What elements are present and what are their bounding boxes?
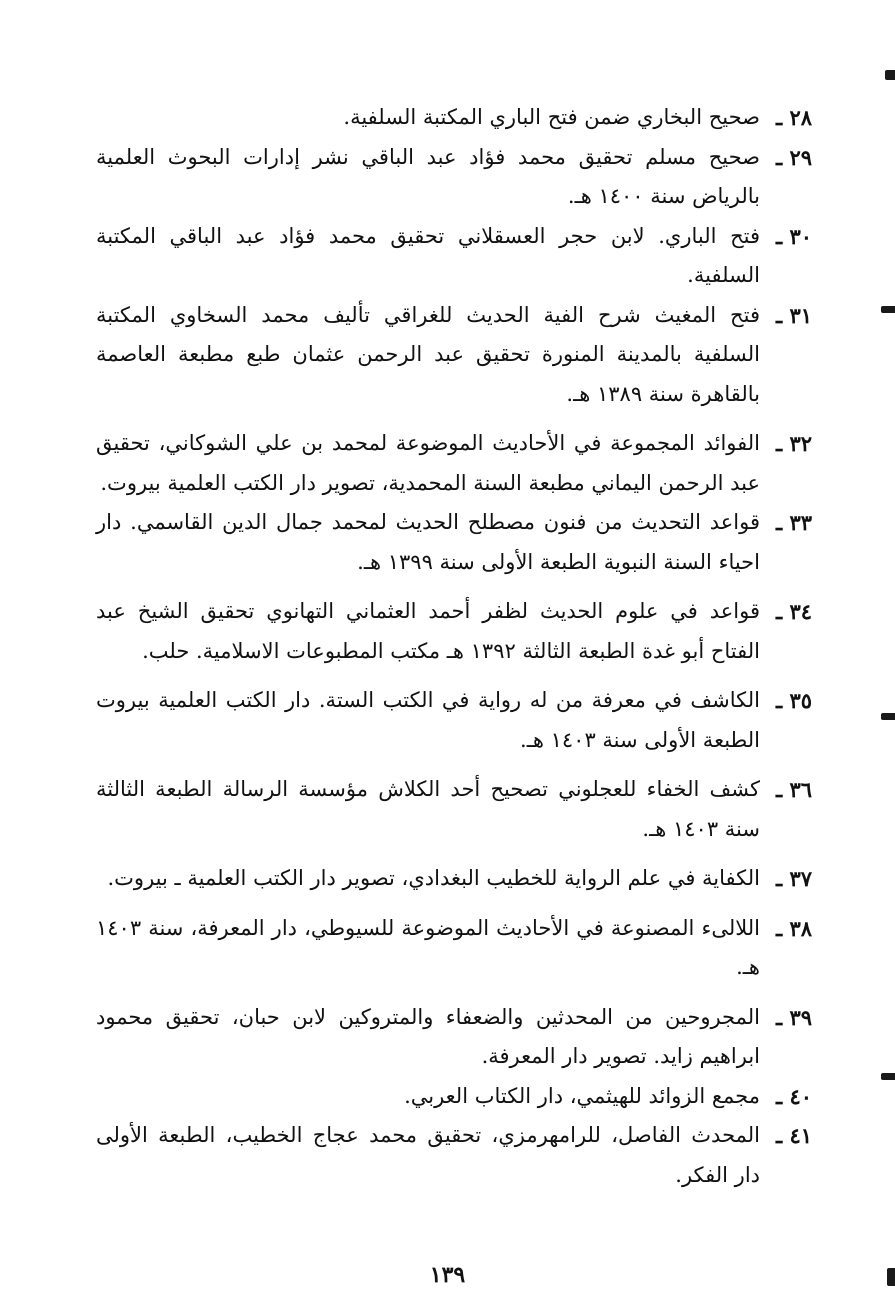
entry-text: قواعد التحديث من فنون مصطلح الحديث لمحمد جمال الدين القاسمي. دار احياء السنة النبوية الطبعة الأولى سنة ١٣٩٩ هـ. (96, 510, 760, 574)
entry-text: صحيح مسلم تحقيق محمد فؤاد عبد الباقي نشر إدارات البحوث العلمية بالرياض سنة ١٤٠٠ هـ. (96, 144, 760, 208)
bibliography-entry-41 (96, 1116, 812, 1195)
bibliography-entry-39 (96, 998, 812, 1077)
scan-edge-mark (881, 1073, 895, 1080)
bibliography-entry-28 (96, 98, 812, 138)
bibliography-entry-34 (96, 592, 812, 671)
entry-number: ٣٤ ـ (775, 599, 812, 624)
entry-number: ٤١ ـ (775, 1123, 812, 1148)
entry-number: ٣٣ ـ (775, 510, 812, 535)
entry-text: كشف الخفاء للعجلوني تصحيح أحد الكلاش مؤسسة الرسالة الطبعة الثالثة سنة ١٤٠٣ هـ. (96, 777, 760, 841)
bibliography-entry-32 (96, 424, 812, 503)
entry-text: المجروحين من المحدثين والضعفاء والمتروكين لابن حبان، تحقيق محمود ابراهيم زايد. تصوير دار المعرفة. (96, 1004, 760, 1068)
entry-number: ٣٧ ـ (775, 866, 812, 891)
bibliography-entry-29 (96, 138, 812, 217)
entry-number: ٣٦ ـ (775, 777, 812, 802)
entry-text: المحدث الفاصل، للرامهرمزي، تحقيق محمد عجاج الخطيب، الطبعة الأولى دار الفكر. (96, 1123, 760, 1187)
bibliography-entry-37 (96, 859, 812, 899)
bibliography-entry-31 (96, 296, 812, 415)
bibliography-entry-36 (96, 770, 812, 849)
bibliography-entry-38 (96, 909, 812, 988)
entry-text: الكاشف في معرفة من له رواية في الكتب الستة. دار الكتب العلمية بيروت الطبعة الأولى سنة ١٤٠٣ هـ. (96, 688, 760, 752)
bibliography-entry-33 (96, 503, 812, 582)
entry-number: ٣٥ ـ (775, 688, 812, 713)
entry-text: الكفاية في علم الرواية للخطيب البغدادي، تصوير دار الكتب العلمية ـ بيروت. (107, 866, 760, 890)
entry-text: الفوائد المجموعة في الأحاديث الموضوعة لمحمد بن علي الشوكاني، تحقيق عبد الرحمن اليماني مطبعة السنة المحمدية، تصوير دار الكتب العلمية بيروت. (96, 431, 760, 495)
entry-text: فتح المغيث شرح الفية الحديث للغراقي تأليف محمد السخاوي المكتبة السلفية بالمدينة المنورة تحقيق عبد الرحمن عثمان طبع مطبعة العاصمة بالقاهرة سنة ١٣٨٩ هـ. (96, 302, 760, 406)
scan-edge-mark (881, 306, 895, 313)
bibliography-entry-40 (96, 1077, 812, 1117)
entry-text: اللالىء المصنوعة في الأحاديث الموضوعة للسيوطي، دار المعرفة، سنة ١٤٠٣ هـ. (96, 915, 760, 979)
entry-number: ٣٠ ـ (775, 223, 812, 249)
page-number: ١٣٩ (429, 1262, 466, 1288)
entry-number: ٣٩ ـ (775, 1004, 812, 1030)
scan-edge-mark (885, 70, 895, 80)
entry-number: ٢٨ ـ (775, 105, 812, 130)
entry-text: مجمع الزوائد للهيثمي، دار الكتاب العربي. (404, 1083, 760, 1108)
entry-number: ٣٢ ـ (775, 431, 812, 456)
entry-number: ٣٨ ـ (775, 915, 812, 941)
entry-text: فتح الباري. لابن حجر العسقلاني تحقيق محمد فؤاد عبد الباقي المكتبة السلفية. (96, 223, 760, 287)
bibliography-entry-35 (96, 681, 812, 760)
bibliography-list (96, 98, 812, 1195)
entry-number: ٣١ ـ (775, 302, 812, 328)
entry-text: صحيح البخاري ضمن فتح الباري المكتبة السلفية. (343, 105, 760, 129)
entry-number: ٤٠ ـ (775, 1083, 812, 1109)
bibliography-entry-30 (96, 217, 812, 296)
scan-edge-mark (881, 713, 895, 720)
entry-text: قواعد في علوم الحديث لظفر أحمد العثماني التهانوي تحقيق الشيخ عبد الفتاح أبو غدة الطبعة الثالثة ١٣٩٢ هـ مكتب المطبوعات الاسلامية. حلب. (96, 599, 760, 663)
entry-number: ٢٩ ـ (775, 144, 812, 170)
